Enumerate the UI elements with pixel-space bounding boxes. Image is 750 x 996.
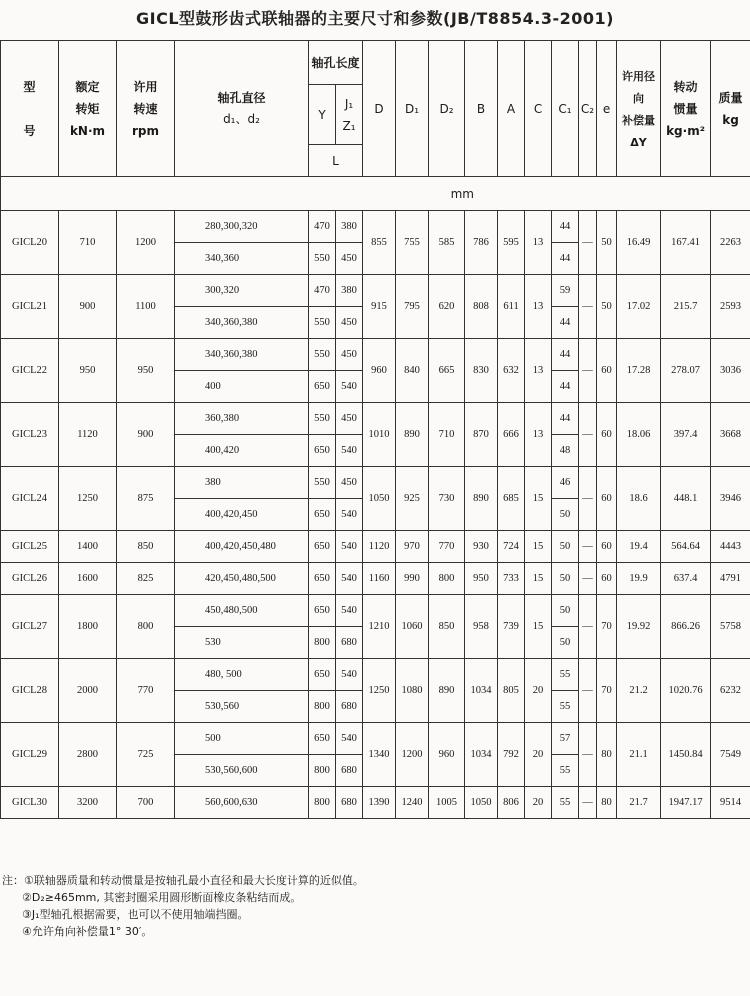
- cell-a: 805: [498, 659, 525, 723]
- cell-d1: 755: [396, 211, 429, 275]
- cell-b: 786: [465, 211, 498, 275]
- cell-c1: 55: [552, 755, 579, 787]
- cell-d1: 1200: [396, 723, 429, 787]
- cell-comp: 17.02: [617, 275, 661, 339]
- cell-bore: 480, 500: [175, 659, 309, 691]
- cell-model: GICL22: [1, 339, 59, 403]
- cell-c1: 44: [552, 307, 579, 339]
- cell-c2: —: [579, 595, 597, 659]
- cell-torque: 950: [59, 339, 117, 403]
- table-row: [1, 723, 750, 755]
- cell-j1z1: 380: [336, 211, 363, 243]
- cell-bore: 560,600,630: [175, 787, 309, 819]
- cell-c1: 59: [552, 275, 579, 307]
- cell-mass: 3668: [711, 403, 750, 467]
- cell-torque: 1600: [59, 563, 117, 595]
- cell-mass: 2593: [711, 275, 750, 339]
- cell-comp: 21.7: [617, 787, 661, 819]
- cell-c1: 48: [552, 435, 579, 467]
- cell-b: 1050: [465, 787, 498, 819]
- cell-d1: 890: [396, 403, 429, 467]
- cell-speed: 875: [117, 467, 175, 531]
- cell-c1: 55: [552, 691, 579, 723]
- header-D1: D₁: [396, 41, 429, 177]
- note-1: 注：①联轴器质量和转动惯量是按轴孔最小直径和最大长度计算的近似值。: [2, 874, 364, 887]
- header-torque: 额定 转矩 kN·m: [59, 41, 117, 177]
- cell-d: 1210: [363, 595, 396, 659]
- header-bore-label: 轴孔直径: [217, 90, 266, 105]
- cell-j1z1: 450: [336, 467, 363, 499]
- cell-model: GICL21: [1, 275, 59, 339]
- table-row: [1, 595, 750, 627]
- cell-y: 470: [309, 275, 336, 307]
- cell-b: 950: [465, 563, 498, 595]
- page-title: GICL型鼓形齿式联轴器的主要尺寸和参数(JB/T8854.3-2001): [136, 9, 614, 28]
- cell-c1: 50: [552, 531, 579, 563]
- cell-torque: 2800: [59, 723, 117, 787]
- cell-d: 1160: [363, 563, 396, 595]
- header-l: L: [309, 145, 363, 177]
- cell-comp: 18.06: [617, 403, 661, 467]
- cell-speed: 950: [117, 339, 175, 403]
- cell-c2: —: [579, 403, 597, 467]
- cell-d2: 800: [429, 563, 465, 595]
- cell-bore: 340,360,380: [175, 307, 309, 339]
- cell-e: 60: [597, 467, 617, 531]
- header-unit-mm: mm: [175, 177, 750, 211]
- cell-y: 650: [309, 659, 336, 691]
- cell-speed: 800: [117, 595, 175, 659]
- cell-a: 806: [498, 787, 525, 819]
- cell-model: GICL28: [1, 659, 59, 723]
- cell-model: GICL23: [1, 403, 59, 467]
- cell-j1z1: 450: [336, 403, 363, 435]
- cell-d: 1340: [363, 723, 396, 787]
- note-3: ③J₁型轴孔根据需要，也可以不使用轴端挡圈。: [22, 908, 249, 921]
- cell-c2: —: [579, 787, 597, 819]
- cell-comp: 16.49: [617, 211, 661, 275]
- cell-d1: 970: [396, 531, 429, 563]
- cell-c1: 44: [552, 243, 579, 275]
- cell-d1: 795: [396, 275, 429, 339]
- cell-d: 1120: [363, 531, 396, 563]
- cell-d: 1390: [363, 787, 396, 819]
- cell-mass: 4443: [711, 531, 750, 563]
- notes: [0, 872, 750, 940]
- cell-bore: 400,420: [175, 435, 309, 467]
- cell-b: 830: [465, 339, 498, 403]
- cell-y: 650: [309, 723, 336, 755]
- cell-c: 15: [525, 467, 552, 531]
- header-comp: 许用径向 补偿量 ΔY: [617, 41, 661, 177]
- cell-c: 15: [525, 531, 552, 563]
- cell-inertia: 637.4: [661, 563, 711, 595]
- cell-c: 13: [525, 403, 552, 467]
- cell-model: GICL25: [1, 531, 59, 563]
- cell-j1z1: 540: [336, 563, 363, 595]
- cell-y: 800: [309, 787, 336, 819]
- cell-speed: 700: [117, 787, 175, 819]
- cell-d: 1250: [363, 659, 396, 723]
- cell-j1z1: 540: [336, 659, 363, 691]
- cell-torque: 1250: [59, 467, 117, 531]
- cell-c1: 50: [552, 627, 579, 659]
- table-row: [1, 339, 750, 371]
- cell-c1: 50: [552, 563, 579, 595]
- header-j1z1: J₁ Z₁: [336, 85, 363, 145]
- cell-j1z1: 540: [336, 499, 363, 531]
- cell-c1: 44: [552, 403, 579, 435]
- header-model: 型 号: [1, 41, 59, 177]
- cell-c1: 46: [552, 467, 579, 499]
- cell-c1: 57: [552, 723, 579, 755]
- cell-speed: 1100: [117, 275, 175, 339]
- cell-d1: 925: [396, 467, 429, 531]
- cell-bore: 530,560: [175, 691, 309, 723]
- cell-c1: 55: [552, 787, 579, 819]
- cell-comp: 19.9: [617, 563, 661, 595]
- cell-model: GICL26: [1, 563, 59, 595]
- table-row: [1, 211, 750, 243]
- cell-c2: —: [579, 563, 597, 595]
- cell-c: 15: [525, 563, 552, 595]
- cell-torque: 2000: [59, 659, 117, 723]
- header-C1: C₁: [552, 41, 579, 177]
- cell-d2: 850: [429, 595, 465, 659]
- cell-torque: 900: [59, 275, 117, 339]
- spec-table: [0, 40, 750, 819]
- cell-torque: 3200: [59, 787, 117, 819]
- header-speed: 许用 转速 rpm: [117, 41, 175, 177]
- cell-mass: 9514: [711, 787, 750, 819]
- cell-y: 650: [309, 531, 336, 563]
- cell-c: 15: [525, 595, 552, 659]
- cell-a: 632: [498, 339, 525, 403]
- cell-a: 595: [498, 211, 525, 275]
- cell-c1: 44: [552, 371, 579, 403]
- header-inertia: 转动 惯量 kg·m²: [661, 41, 711, 177]
- cell-c1: 50: [552, 595, 579, 627]
- cell-d: 915: [363, 275, 396, 339]
- cell-a: 685: [498, 467, 525, 531]
- cell-inertia: 167.41: [661, 211, 711, 275]
- cell-inertia: 866.26: [661, 595, 711, 659]
- cell-torque: 710: [59, 211, 117, 275]
- cell-y: 650: [309, 563, 336, 595]
- cell-c: 13: [525, 211, 552, 275]
- cell-d: 1050: [363, 467, 396, 531]
- table-row: [1, 659, 750, 691]
- cell-torque: 1400: [59, 531, 117, 563]
- cell-c: 13: [525, 339, 552, 403]
- cell-d: 855: [363, 211, 396, 275]
- cell-y: 550: [309, 403, 336, 435]
- cell-j1z1: 450: [336, 243, 363, 275]
- cell-b: 808: [465, 275, 498, 339]
- cell-j1z1: 680: [336, 691, 363, 723]
- cell-d2: 710: [429, 403, 465, 467]
- cell-model: GICL30: [1, 787, 59, 819]
- cell-inertia: 278.07: [661, 339, 711, 403]
- cell-mass: 2263: [711, 211, 750, 275]
- cell-y: 800: [309, 755, 336, 787]
- cell-a: 792: [498, 723, 525, 787]
- cell-bore: 300,320: [175, 275, 309, 307]
- cell-speed: 1200: [117, 211, 175, 275]
- cell-speed: 825: [117, 563, 175, 595]
- cell-j1z1: 680: [336, 627, 363, 659]
- cell-j1z1: 540: [336, 435, 363, 467]
- cell-y: 650: [309, 499, 336, 531]
- header-D: D: [363, 41, 396, 177]
- cell-bore: 530,560,600: [175, 755, 309, 787]
- table-row: [1, 531, 750, 563]
- cell-y: 650: [309, 371, 336, 403]
- cell-j1z1: 540: [336, 531, 363, 563]
- cell-c1: 44: [552, 339, 579, 371]
- cell-a: 611: [498, 275, 525, 339]
- cell-b: 1034: [465, 659, 498, 723]
- cell-d1: 840: [396, 339, 429, 403]
- cell-d1: 990: [396, 563, 429, 595]
- cell-inertia: 448.1: [661, 467, 711, 531]
- cell-e: 60: [597, 563, 617, 595]
- cell-d2: 665: [429, 339, 465, 403]
- header-A: A: [498, 41, 525, 177]
- cell-bore: 340,360,380: [175, 339, 309, 371]
- note-2: ②D₂≥465mm, 其密封圈采用圆形断面橡皮条粘结而成。: [22, 891, 302, 904]
- header-bore: [175, 41, 309, 177]
- cell-model: GICL24: [1, 467, 59, 531]
- cell-d2: 1005: [429, 787, 465, 819]
- cell-y: 800: [309, 627, 336, 659]
- cell-c2: —: [579, 339, 597, 403]
- cell-bore: 420,450,480,500: [175, 563, 309, 595]
- cell-bore: 530: [175, 627, 309, 659]
- cell-d2: 770: [429, 531, 465, 563]
- cell-comp: 17.28: [617, 339, 661, 403]
- cell-c1: 55: [552, 659, 579, 691]
- cell-mass: 3036: [711, 339, 750, 403]
- cell-mass: 4791: [711, 563, 750, 595]
- cell-d2: 585: [429, 211, 465, 275]
- header-C2: C₂: [579, 41, 597, 177]
- table-row: [1, 403, 750, 435]
- cell-j1z1: 680: [336, 787, 363, 819]
- cell-d1: 1080: [396, 659, 429, 723]
- cell-model: GICL29: [1, 723, 59, 787]
- note-4: ④允许角向补偿量1° 30′。: [22, 925, 153, 938]
- cell-d1: 1060: [396, 595, 429, 659]
- cell-d2: 960: [429, 723, 465, 787]
- cell-j1z1: 540: [336, 595, 363, 627]
- cell-comp: 21.1: [617, 723, 661, 787]
- cell-model: GICL20: [1, 211, 59, 275]
- cell-c2: —: [579, 211, 597, 275]
- cell-c: 20: [525, 787, 552, 819]
- cell-bore: 400,420,450: [175, 499, 309, 531]
- cell-d2: 620: [429, 275, 465, 339]
- cell-y: 470: [309, 211, 336, 243]
- cell-inertia: 397.4: [661, 403, 711, 467]
- cell-y: 650: [309, 435, 336, 467]
- cell-e: 80: [597, 723, 617, 787]
- cell-comp: 19.92: [617, 595, 661, 659]
- header-bore-sub: d₁、d₂: [223, 111, 260, 126]
- header-y: Y: [309, 85, 336, 145]
- cell-c2: —: [579, 531, 597, 563]
- header-mass: 质量 kg: [711, 41, 750, 177]
- cell-d1: 1240: [396, 787, 429, 819]
- cell-e: 50: [597, 211, 617, 275]
- table-row: [1, 275, 750, 307]
- cell-c2: —: [579, 659, 597, 723]
- cell-a: 739: [498, 595, 525, 659]
- cell-bore: 360,380: [175, 403, 309, 435]
- cell-speed: 770: [117, 659, 175, 723]
- cell-d2: 890: [429, 659, 465, 723]
- table-row: [1, 563, 750, 595]
- cell-j1z1: 380: [336, 275, 363, 307]
- cell-inertia: 564.64: [661, 531, 711, 563]
- cell-speed: 725: [117, 723, 175, 787]
- cell-y: 550: [309, 243, 336, 275]
- cell-bore: 340,360: [175, 243, 309, 275]
- header-hole-length: 轴孔长度: [309, 41, 363, 85]
- cell-comp: 18.6: [617, 467, 661, 531]
- cell-y: 550: [309, 307, 336, 339]
- cell-bore: 400: [175, 371, 309, 403]
- cell-torque: 1800: [59, 595, 117, 659]
- cell-y: 800: [309, 691, 336, 723]
- header-C: C: [525, 41, 552, 177]
- cell-b: 958: [465, 595, 498, 659]
- cell-c: 13: [525, 275, 552, 339]
- cell-y: 650: [309, 595, 336, 627]
- cell-c: 20: [525, 723, 552, 787]
- cell-model: GICL27: [1, 595, 59, 659]
- cell-speed: 900: [117, 403, 175, 467]
- cell-e: 60: [597, 531, 617, 563]
- cell-c2: —: [579, 723, 597, 787]
- cell-j1z1: 680: [336, 755, 363, 787]
- cell-inertia: 1020.76: [661, 659, 711, 723]
- cell-j1z1: 540: [336, 723, 363, 755]
- cell-e: 70: [597, 659, 617, 723]
- cell-d2: 730: [429, 467, 465, 531]
- cell-bore: 280,300,320: [175, 211, 309, 243]
- header-D2: D₂: [429, 41, 465, 177]
- cell-inertia: 1947.17: [661, 787, 711, 819]
- cell-bore: 500: [175, 723, 309, 755]
- cell-j1z1: 450: [336, 307, 363, 339]
- cell-j1z1: 450: [336, 339, 363, 371]
- cell-bore: 400,420,450,480: [175, 531, 309, 563]
- cell-a: 724: [498, 531, 525, 563]
- cell-mass: 6232: [711, 659, 750, 723]
- cell-e: 50: [597, 275, 617, 339]
- cell-e: 80: [597, 787, 617, 819]
- cell-e: 70: [597, 595, 617, 659]
- cell-b: 870: [465, 403, 498, 467]
- cell-e: 60: [597, 403, 617, 467]
- table-row: [1, 787, 750, 819]
- cell-comp: 21.2: [617, 659, 661, 723]
- table-row: [1, 467, 750, 499]
- cell-c1: 50: [552, 499, 579, 531]
- cell-inertia: 215.7: [661, 275, 711, 339]
- cell-c: 20: [525, 659, 552, 723]
- cell-bore: 380: [175, 467, 309, 499]
- cell-mass: 3946: [711, 467, 750, 531]
- cell-d: 960: [363, 339, 396, 403]
- cell-torque: 1120: [59, 403, 117, 467]
- cell-bore: 450,480,500: [175, 595, 309, 627]
- cell-speed: 850: [117, 531, 175, 563]
- cell-a: 733: [498, 563, 525, 595]
- header-B: B: [465, 41, 498, 177]
- cell-j1z1: 540: [336, 371, 363, 403]
- cell-c1: 44: [552, 211, 579, 243]
- cell-y: 550: [309, 467, 336, 499]
- cell-b: 1034: [465, 723, 498, 787]
- cell-mass: 7549: [711, 723, 750, 787]
- cell-mass: 5758: [711, 595, 750, 659]
- cell-comp: 19.4: [617, 531, 661, 563]
- cell-inertia: 1450.84: [661, 723, 711, 787]
- cell-d: 1010: [363, 403, 396, 467]
- header-e: e: [597, 41, 617, 177]
- cell-y: 550: [309, 339, 336, 371]
- cell-b: 930: [465, 531, 498, 563]
- cell-c2: —: [579, 467, 597, 531]
- cell-c2: —: [579, 275, 597, 339]
- cell-b: 890: [465, 467, 498, 531]
- cell-a: 666: [498, 403, 525, 467]
- cell-e: 60: [597, 339, 617, 403]
